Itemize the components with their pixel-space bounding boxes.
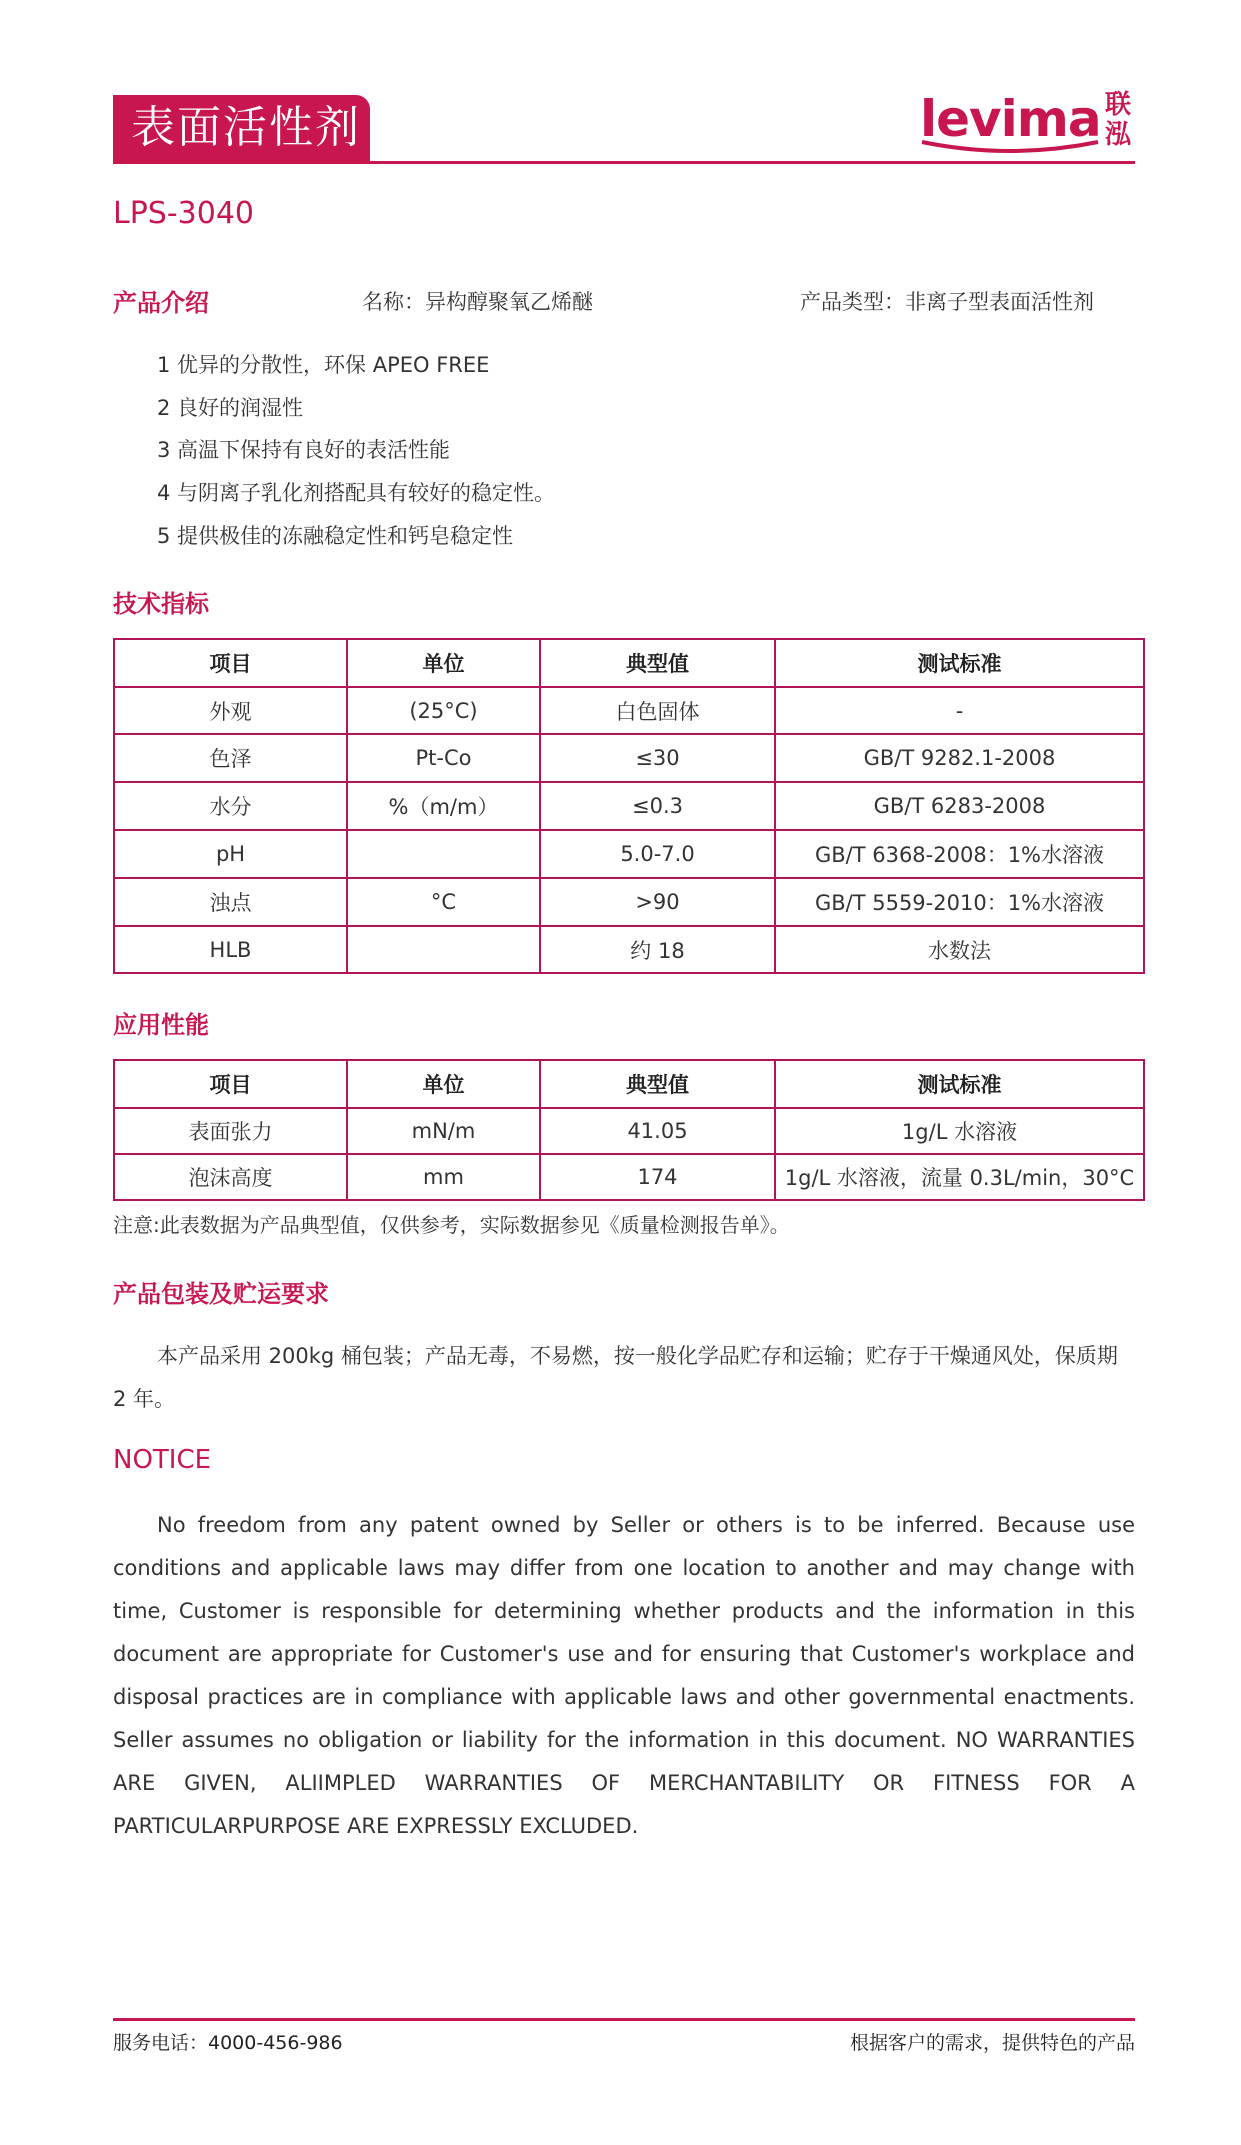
table-cell: 泡沫高度 [114, 1154, 347, 1200]
header-divider [113, 161, 1135, 164]
table-cell: 浊点 [114, 878, 347, 926]
packaging-text: 本产品采用 200kg 桶包装；产品无毒，不易燃，按一般化学品贮存和运输；贮存于干燥通风处，保质期 2 年。 [113, 1344, 1118, 1411]
header-cell: 测试标准 [775, 639, 1144, 687]
table-cell: pH [114, 830, 347, 878]
section-specs-title: 技术指标 [113, 590, 209, 618]
feature-item: 2 良好的润湿性 [157, 396, 304, 420]
logo-chinese: 联泓 [1105, 90, 1132, 150]
table-cell: 水分 [114, 782, 347, 830]
table-cell: 色泽 [114, 734, 347, 782]
section-packaging-title: 产品包装及贮运要求 [113, 1280, 329, 1308]
table-cell: ≤0.3 [540, 782, 775, 830]
table-row [114, 878, 1144, 926]
table-cell: 白色固体 [540, 687, 775, 734]
table-cell: 5.0-7.0 [540, 830, 775, 878]
table-row [114, 1154, 1144, 1200]
header-cell: 单位 [347, 639, 540, 687]
table-cell: 41.05 [540, 1108, 775, 1154]
category-banner: 表面活性剂 [113, 95, 370, 161]
table-cell: 约 18 [540, 926, 775, 973]
table-row [114, 926, 1144, 973]
table-cell: 1g/L 水溶液 [775, 1108, 1144, 1154]
data-disclaimer: 注意:此表数据为产品典型值，仅供参考，实际数据参见《质量检测报告单》。 [113, 1213, 790, 1237]
spec-table [113, 638, 1145, 974]
header-cell: 典型值 [540, 1060, 775, 1108]
table-cell: (25°C) [347, 687, 540, 734]
table-row [114, 687, 1144, 734]
table-cell [347, 926, 540, 973]
feature-item: 4 与阴离子乳化剂搭配具有较好的稳定性。 [157, 481, 556, 505]
table-row [114, 830, 1144, 878]
header-cell: 测试标准 [775, 1060, 1144, 1108]
header-cell: 项目 [114, 639, 347, 687]
table-cell: %（m/m） [347, 782, 540, 830]
table-row [114, 734, 1144, 782]
section-intro-title: 产品介绍 [113, 289, 209, 317]
product-type: 产品类型：非离子型表面活性剂 [800, 290, 1094, 314]
table-cell: GB/T 9282.1-2008 [775, 734, 1144, 782]
table-header-row [114, 639, 1144, 687]
table-cell: GB/T 6283-2008 [775, 782, 1144, 830]
table-cell: mN/m [347, 1108, 540, 1154]
table-cell: mm [347, 1154, 540, 1200]
logo-swoosh-icon [920, 138, 1100, 154]
product-code: LPS-3040 [113, 196, 255, 231]
table-cell: ≤30 [540, 734, 775, 782]
table-cell: Pt-Co [347, 734, 540, 782]
table-cell: >90 [540, 878, 775, 926]
feature-item: 5 提供极佳的冻融稳定性和钙皂稳定性 [157, 524, 514, 548]
header-cell: 项目 [114, 1060, 347, 1108]
performance-table [113, 1059, 1145, 1201]
table-cell: - [775, 687, 1144, 734]
table-cell [347, 830, 540, 878]
section-performance-title: 应用性能 [113, 1011, 209, 1039]
service-hotline: 服务电话：4000-456-986 [113, 2032, 343, 2054]
header-cell: 典型值 [540, 639, 775, 687]
table-header-row [114, 1060, 1144, 1108]
table-cell: 外观 [114, 687, 347, 734]
table-row [114, 782, 1144, 830]
table-cell: °C [347, 878, 540, 926]
table-cell: 水数法 [775, 926, 1144, 973]
feature-item: 3 高温下保持有良好的表活性能 [157, 438, 451, 462]
header-cell: 单位 [347, 1060, 540, 1108]
table-cell: 174 [540, 1154, 775, 1200]
table-cell: GB/T 5559-2010：1%水溶液 [775, 878, 1144, 926]
product-name: 名称：异构醇聚氧乙烯醚 [362, 290, 593, 314]
brand-logo [920, 82, 1140, 156]
table-cell: 表面张力 [114, 1108, 347, 1154]
table-row [114, 1108, 1144, 1154]
table-cell: 1g/L 水溶液，流量 0.3L/min，30°C [775, 1154, 1144, 1200]
footer-slogan: 根据客户的需求，提供特色的产品 [849, 2032, 1135, 2054]
table-cell: GB/T 6368-2008：1%水溶液 [775, 830, 1144, 878]
logo-wordmark: levima [920, 90, 1101, 148]
feature-item: 1 优异的分散性，环保 APEO FREE [157, 353, 490, 377]
section-notice-title: NOTICE [113, 1445, 212, 1475]
footer-divider [113, 2018, 1135, 2021]
notice-text: No freedom from any patent owned by Seller or others is to be inferred. Because use conditions and applicable laws may differ from one location to another and may change with time, Customer is responsible for determining whether products and the information in this document are appropriate for Customer's use and for ensuring that Customer's workplace and disposal practices are in compliance with applicable laws and other governmental enactments. Seller assumes no obligation or liability for the information in this document. NO WARRANTIES ARE GIVEN, ALIIMPLED WARRANTIES OF MERCHANTABILITY OR FITNESS FOR A PARTICULARPURPOSE ARE EXPRESSLY EXCLUDED. [113, 1513, 1135, 1838]
table-cell: HLB [114, 926, 347, 973]
